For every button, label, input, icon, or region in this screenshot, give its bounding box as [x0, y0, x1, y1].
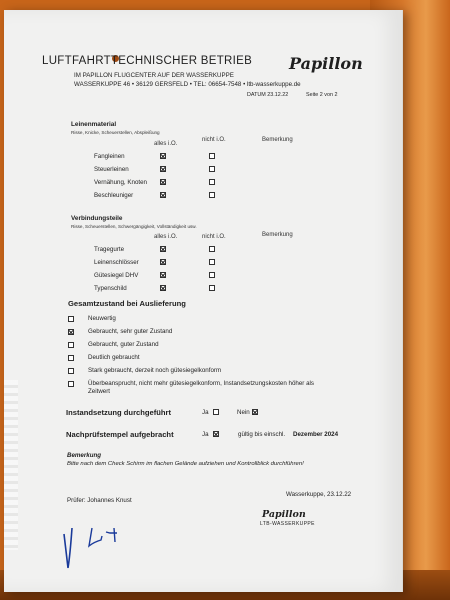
checkbox-condition[interactable]	[68, 355, 74, 361]
date-line: DATUM 23.12.22	[247, 92, 289, 98]
section-title-gesamt: Gesamtzustand bei Auslieferung	[68, 299, 186, 308]
torn-edge	[4, 380, 18, 550]
checkbox-ok-checked[interactable]	[160, 153, 166, 159]
stamp-ja-label: Ja	[202, 431, 209, 438]
checkbox-ok-checked[interactable]	[160, 246, 166, 252]
inspector-signature	[54, 518, 144, 578]
condition-label: Überbeansprucht, nicht mehr gütesiegelkonform, Instandsetzungskosten höher als	[88, 380, 314, 387]
verbindung-item: Typenschild	[94, 285, 127, 292]
repair-label: Instandsetzung durchgeführt	[66, 408, 172, 417]
leinen-item: Beschleuniger	[94, 192, 134, 199]
verbindung-item: Gütesiegel DHV	[94, 272, 139, 279]
col-header-nok: nicht i.O.	[202, 234, 226, 240]
checkbox-ok-checked[interactable]	[160, 285, 166, 291]
checkbox-condition[interactable]	[68, 316, 74, 322]
stamp-label: Nachprüfstempel aufgebracht	[66, 430, 174, 439]
valid-until-prefix: gültig bis einschl.	[238, 431, 286, 438]
col-header-ok: alles i.O.	[154, 141, 178, 147]
condition-label: Gebraucht, sehr guter Zustand	[88, 328, 173, 335]
section-title-leinen: Leinenmaterial	[71, 121, 117, 128]
verbindung-item: Leinenschlösser	[94, 259, 139, 266]
col-header-note: Bemerkung	[262, 232, 293, 238]
condition-label: Gebraucht, guter Zustand	[88, 341, 159, 348]
valid-until-date: Dezember 2024	[293, 431, 339, 438]
checkbox-ok-checked[interactable]	[160, 192, 166, 198]
checkbox-nok[interactable]	[209, 246, 215, 252]
remark-title: Bemerkung	[67, 452, 102, 459]
checkbox-nok[interactable]	[209, 259, 215, 265]
checkbox-condition[interactable]	[68, 381, 74, 387]
condition-label: Neuwertig	[88, 315, 116, 322]
condition-label-cont: Zeitwert	[88, 388, 111, 395]
col-header-ok: alles i.O.	[154, 234, 178, 240]
checkbox-ok-checked[interactable]	[160, 179, 166, 185]
col-header-note: Bemerkung	[262, 137, 293, 143]
page-number: Seite 2 von 2	[306, 92, 338, 98]
verbindung-item: Tragegurte	[94, 246, 125, 253]
section-desc-verbindung: Risse, Scheuerstellen, Schwergängigkeit, Vollständigkeit usw.	[71, 224, 197, 229]
col-header-nok: nicht i.O.	[202, 137, 226, 143]
checkbox-repair-ja[interactable]	[213, 409, 219, 415]
condition-label: Stark gebraucht, derzeit noch gütesiegelkonform	[88, 367, 222, 374]
checkbox-ok-checked[interactable]	[160, 259, 166, 265]
leinen-item: Fangleinen	[94, 153, 125, 160]
checkbox-condition-checked[interactable]	[68, 329, 74, 335]
address-line-1: IM PAPILLON FLUGCENTER AUF DER WASSERKUPPE	[74, 72, 234, 79]
checkbox-ok-checked[interactable]	[160, 166, 166, 172]
stamp-logo: Papillon	[262, 509, 306, 520]
checkbox-nok[interactable]	[209, 166, 215, 172]
leinen-item: Steuerleinen	[94, 166, 129, 173]
address-line-2: WASSERKUPPE 46 • 36129 GERSFELD • TEL: 06654-7548 • ltb-wasserkuppe.de	[74, 81, 301, 88]
section-title-verbindung: Verbindungsteile	[71, 215, 123, 222]
brand-logo: Papillon	[289, 54, 363, 73]
checkbox-nok[interactable]	[209, 272, 215, 278]
checkbox-nok[interactable]	[209, 153, 215, 159]
place-date: Wasserkuppe, 23.12.22	[286, 491, 352, 498]
company-name: LUFTFAHRTTECHNISCHER BETRIEB	[42, 55, 253, 67]
checkbox-nok[interactable]	[209, 179, 215, 185]
checkbox-stamp-ja-checked[interactable]	[213, 431, 219, 437]
checkbox-nok[interactable]	[209, 192, 215, 198]
leinen-item: Vernähung, Knoten	[94, 179, 147, 186]
checkbox-condition[interactable]	[68, 342, 74, 348]
checkbox-ok-checked[interactable]	[160, 272, 166, 278]
stamp-subtitle: LTB-WASSERKUPPE	[260, 521, 315, 527]
repair-nein-label: Nein	[237, 409, 250, 416]
remark-text: Bitte nach dem Check Schirm im flachen Gelände aufziehen und Kontrollblick durchführen!	[67, 461, 304, 467]
section-desc-leinen: Risse, Knicke, Scheuerstellen, Abspleißung	[71, 130, 160, 135]
inspection-form-page	[4, 10, 403, 592]
condition-label: Deutlich gebraucht	[88, 354, 140, 361]
checkbox-nok[interactable]	[209, 285, 215, 291]
checkbox-repair-nein-checked[interactable]	[252, 409, 258, 415]
repair-ja-label: Ja	[202, 409, 209, 416]
checkbox-condition[interactable]	[68, 368, 74, 374]
inspector-name: Prüfer: Johannes Knust	[67, 497, 132, 504]
